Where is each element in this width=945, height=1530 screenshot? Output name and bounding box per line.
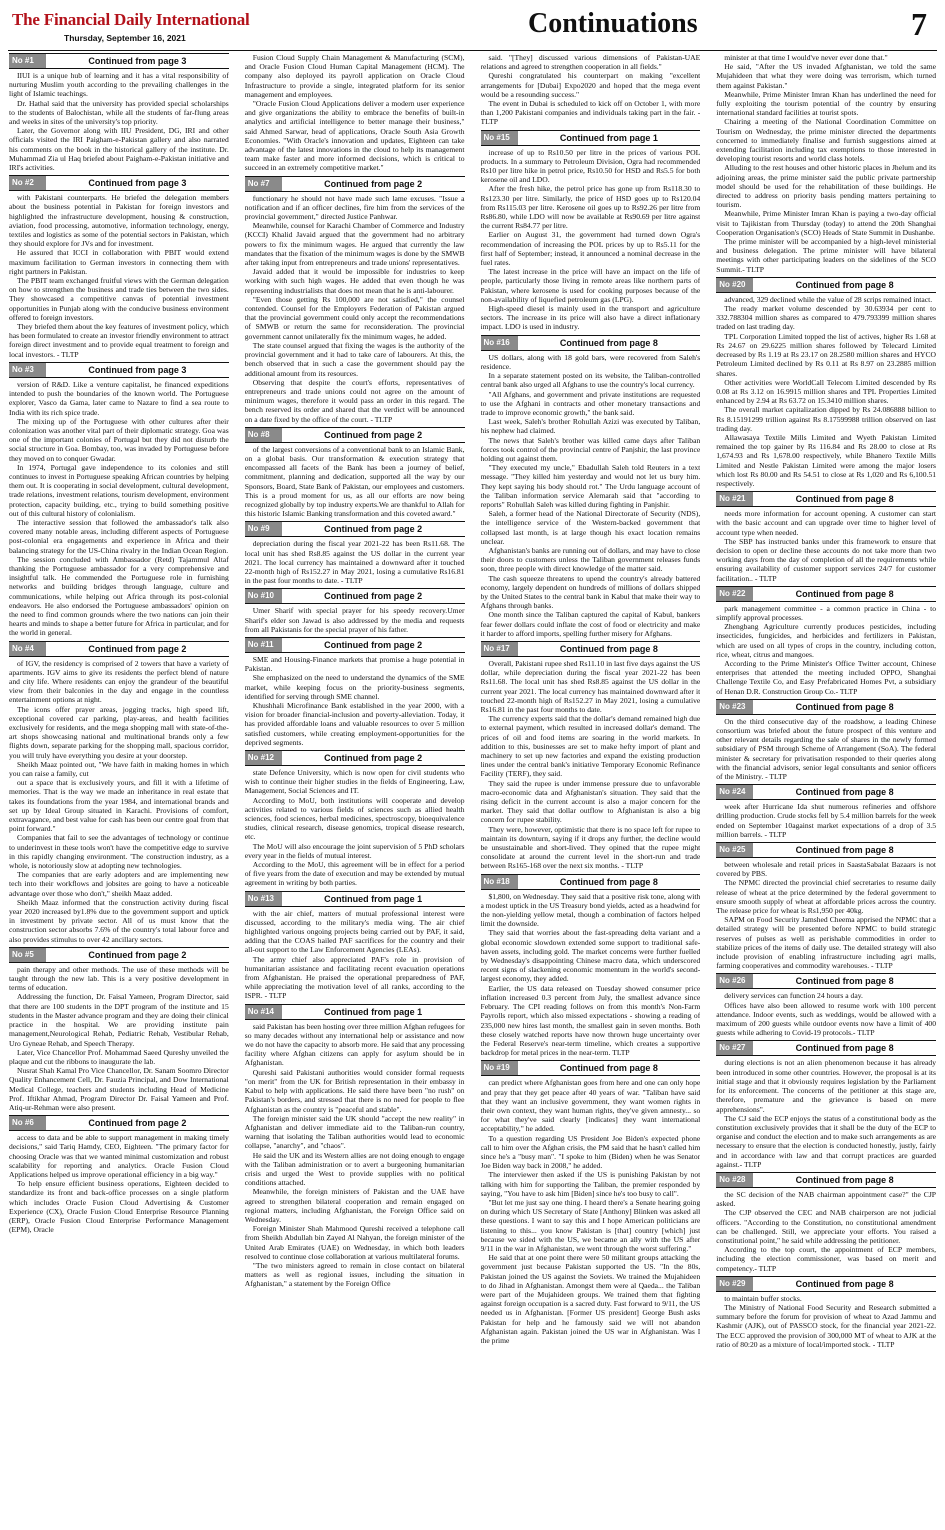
story-body xyxy=(716,509,936,583)
paragraph: minister at that time I would've never ever done that." xyxy=(724,53,888,62)
paragraph: Afghanistan's banks are running out of dollars, and may have to close their doors to customers unless the Taliban government releases funds soon, three people with direct knowledge of the matter said. xyxy=(480,545,701,574)
masthead xyxy=(8,6,937,50)
story-header xyxy=(9,362,229,378)
story-number: No #18 xyxy=(481,875,518,889)
story-body xyxy=(245,194,465,424)
paragraph: She emphasized on the need to understand the dynamics of the SME market, while keeping focus on the priority-business segments, identified for serving through SME channel. xyxy=(244,673,465,701)
story xyxy=(9,1115,229,1234)
story xyxy=(245,891,465,1001)
continued-from-label: Continued from page 8 xyxy=(795,976,894,987)
story xyxy=(481,335,701,638)
continued-from-label: Continued from page 8 xyxy=(795,845,894,856)
story-number: No #28 xyxy=(716,1173,753,1187)
story-body xyxy=(716,1058,936,1168)
story-header xyxy=(716,784,936,800)
paragraph: park management committee - a common practice in China - to simplify approval processes. xyxy=(716,603,936,622)
story xyxy=(481,1060,701,1345)
paragraph: of IGV, the residency is comprised of 2 towers that have a variety of apartments. IGV aims to give its residents the perfect blend of nature and city life. Where residents can enjoy the grandeur of the beautiful view from their balconies in the day and engage in the countless entertainment options at night. xyxy=(9,658,229,705)
paragraph: Offices have also been allowed to resume work with 100 percent attendance. Indoor events, such as weddings, would be allowed with a maximum of 200 guests while outdoor events now have a limit of 400 guests while adhering to Covid-19 protocols.- TLTP xyxy=(716,1000,936,1038)
paragraph: Saleh, a former head of the National Directorate of Security (NDS), the intelligence service of the Western-backed government that collapsed last month, is at large though his exact location remains unclear. xyxy=(480,509,701,546)
story-body xyxy=(716,1190,936,1273)
paragraph: Allawasaya Textile Mills Limited and Wyeth Pakistan Limited remained the top gainer by Rs 116.84 and Rs 28.00 to close at Rs 1,674.93 and Rs 1,678.00 respectively, while Bhanero Textile Mills Limited and Nestle Pakistan Limited were among the major losers which lost Rs 80.00 and Rs 54.51 to close at Rs 1,020 and Rs 6,100.51 respectively. xyxy=(716,432,936,488)
paragraph: He said the UK and its Western allies are not doing enough to engage with the Taliban administration or to avert a burgeoning humanitarian crisis and urged the West to provide supplies with no political conditions attached. xyxy=(244,1150,465,1188)
paragraph: advanced, 329 declined while the value of 28 scrips remained intact. xyxy=(724,294,933,304)
column-1 xyxy=(9,53,229,1523)
paragraph: Companies that fail to see the advantages of technology or continue to underinvest in these tools won't have the competitive edge to survive in this rapidly changing environment. 'The construction industry, as a whole, is notoriously slow at adopting new technologies. xyxy=(9,833,229,871)
paragraph: "Oracle Fusion Cloud Applications deliver a modern user experience and give organizations the ability to embrace the benefits of built-in analytics and artificial intelligence to better manage their business," said Ahmed Sarwar, head of applications, Oracle South Asia Growth Economies. "With Oracle's innovation and updates, Eighteen can take advantage of the latest innovations in the cloud to help its management team make faster and more informed decisions, which is critical to succeed in an extremely competitive market." xyxy=(244,99,465,173)
story-body xyxy=(716,1294,936,1349)
paragraph: "The two ministers agreed to remain in close contact on bilateral matters as well as regional issues, including the situation in Afghanistan," a statement by the Foreign Office xyxy=(244,1260,465,1289)
story-header xyxy=(716,842,936,858)
story-header xyxy=(245,637,465,653)
paragraph: Qureshi congratulated his counterpart on making "excellent arrangements for [Dubai] Expo2020 and hoped that the mega event would be a resounding success." xyxy=(480,71,701,99)
story-header xyxy=(9,53,229,69)
paragraph: The currency experts said that the dollar's demand remained high due to external payment, which resulted in increased dollar's demand. The prices of oil and food items are soaring in the world markets. In addition to this, businesses are set to make hefty import of plant and machinery to set up new factories and expand the existing production lines under the central bank's initiative Temporary Economic Refinance Facility (TERF), they said. xyxy=(480,714,701,779)
story xyxy=(9,641,229,944)
story-body xyxy=(716,802,936,839)
paragraph: The CJ said the ECP enjoys the status of a constitutional body as the constitution exclusively provides that it shall be the duty of the ECP to organise and conduct the election and to make such arrangements as are necessary to ensure that the election is conducted honestly, justly, fairly and in accordance with law and that corrupt practices are guarded against.- TLTP xyxy=(716,1113,936,1169)
story-number: No #15 xyxy=(481,131,518,145)
story xyxy=(245,53,465,173)
paragraph: IIUI is a unique hub of learning and it has a vital responsibility of nurturing Muslim youth according to the prevailing challenges in the light of Islamic teachings. xyxy=(9,71,229,99)
story-header xyxy=(481,874,701,890)
paragraph: On the third consecutive day of the roadshow, a leading Chinese consortium was briefed about the future prospect of this venture and other relevant details regarding the sale of shares in the newly formed subsidiary of PSM through Scheme of Arrangement (SoA). The federal minister & secretary for privatisation responded to their queries along with the financial advisors, senior legal consultants and senior officers of the Ministry. - TLTP xyxy=(716,716,936,782)
story-header xyxy=(716,699,936,715)
continued-from-label: Continued from page 2 xyxy=(324,639,423,650)
story xyxy=(716,277,936,488)
continued-from-label: Continued from page 3 xyxy=(88,56,187,66)
story-body xyxy=(481,53,701,127)
paragraph: The companies that are early adopters and are implementing new tech into their workflows and jobsites are going to have a noticeable advantage over those who don't," sheikh Maaz added. xyxy=(9,870,229,898)
paragraph: To a question regarding US President Joe Biden's expected phone call to him over the Afghan crisis, the PM said that he hasn't called him since he's a "busy man". "I spoke to him (Biden) when he was Senator Joe Biden way back in 2008," he added. xyxy=(480,1133,701,1171)
story-header xyxy=(9,1115,229,1131)
continued-from-label: Continued from page 8 xyxy=(559,1063,658,1074)
paragraph: to maintain buffer stocks. xyxy=(724,1293,802,1303)
paragraph: Later, Vice Chancellor Prof. Mohammad Saeed Qureshy unveiled the plaque and cut the ribbons to inaugurate the lab. xyxy=(9,1047,229,1066)
paragraph: Umer Sharif with special prayer for his speedy recovery.Umer Sharif's elder son Jawad is also addressed by the media and requests from all Pakistanis for the special prayer of his father. xyxy=(244,606,465,634)
paragraph: The foreign minister said the UK should "accept the new reality" in Afghanistan and deliver immediate aid to the Taliban-run country, warning that isolating the Taliban authorities would lead to economic collapse, "anarchy", and "chaos". xyxy=(244,1113,465,1151)
story-body xyxy=(9,380,229,638)
story xyxy=(716,973,936,1037)
continued-from-label: Continued from page 8 xyxy=(795,787,894,798)
story-header xyxy=(481,641,701,657)
paragraph: Last week, Saleh's brother Rohullah Azizi was executed by Taliban, his nephew had claimed. xyxy=(480,417,701,436)
paragraph: can predict where Afghanistan goes from here and one can only hope and pray that they get peace after 40 years of war. "Taliban have said that they want an inclusive government, they want women rights in their own context, they want human rights, they've given amnesty... so for what they've said clearly [indicates] they want international acceptability," he added. xyxy=(480,1078,701,1134)
story-number: No #20 xyxy=(716,278,753,292)
story xyxy=(481,641,701,871)
paragraph: said Pakistan has been hosting over three million Afghan refugees for so many decades without any international help or assistance and now we do not have the capacity to absorb more. He said that any processing facility where Afghan citizens can apply for asylum should be in Afghanistan. xyxy=(244,1021,465,1068)
paragraph: SME and Housing-Finance markets that promise a huge potential in Pakistan. xyxy=(244,654,465,674)
paragraph: Other activities were WorldCall Telecom Limited descended by Rs 0.08 at Rs 3.12 on 16.9915 million shares and TPL Properties Limited enhanced by 2.94 at Rs 63.72 on 15.3410 million shares. xyxy=(716,377,936,406)
section-title: Continuations xyxy=(528,8,698,39)
paragraph: The cash squeeze threatens to upend the country's already battered economy, largely dependent on hundreds of millions of dollars shipped by the United States to the central bank in Kabul that make their way to Afghans through banks. xyxy=(480,573,701,611)
story-body xyxy=(481,892,701,1058)
paragraph: US dollars, along with 18 gold bars, were recovered from Saleh's residence. xyxy=(480,352,701,371)
story-body xyxy=(9,71,229,172)
paragraph: during elections is not an alien phenomenon because it has already been introduced in some other countries. However, the proposal is at its initial stage and that it obviously requires legislation by the Parliament for its enforcement. The concerns of the petitioner at this stage are, therefore, premature and the grievance is based on mere apprehensions". xyxy=(716,1058,936,1114)
story-number: No #21 xyxy=(716,492,753,506)
story xyxy=(716,586,936,696)
story-body xyxy=(245,768,465,888)
paragraph: needs more information for account opening. A customer can start with the basic account and can upgrade over time to higher level of account type when needed. xyxy=(716,509,936,537)
story-body xyxy=(9,965,229,1112)
story-body xyxy=(481,1078,701,1345)
continued-from-label: Continued from page 8 xyxy=(795,494,894,505)
paragraph: Khushhali Microfinance Bank established in the year 2000, with a vision for broader financial-inclusion and poverty-alleviation. Today, it has provided affordable loans and valuable resources to over 5 million satisfied customers, while creating employment-opportunities for the deprived segments. xyxy=(244,700,465,747)
story-body xyxy=(9,1133,229,1234)
story-number: No #4 xyxy=(9,642,46,656)
paragraph: The army chief also appreciated PAF's role in provision of humanitarian assistance and facilitating recent evacuation operations from Afghanistan. He praised the operational preparedness of PAF, while appreciating the motivation level of all ranks, according to the ISPR. - TLTP xyxy=(244,954,465,1001)
paragraph: Zhengbang Agriculture currently produces pesticides, including insecticides, fungicides, and herbicides and fertilizers in Pakistan, which are used on all types of crops in the country, including cotton, rice, wheat, citrus and mangoes. xyxy=(716,622,936,659)
header-rule xyxy=(8,50,937,51)
paragraph: Dr. Hathal said that the university has provided special scholarships to the students of Balochistan, while all the students of far-flung areas and weeks in sites of the university's top priority. xyxy=(9,98,229,127)
story-body xyxy=(245,539,465,585)
paragraph: Alluding to the rest houses and other historic places in Jhelum and its adjoining areas, the prime minister said the public private partnership model should be used for the rehabilitation of these buildings. He directed to address on priority basis pending matters pertaining to tourism. xyxy=(716,163,936,210)
continued-from-label: Continued from page 8 xyxy=(795,279,894,290)
story-body xyxy=(481,148,701,332)
paragraph: They said that worries about the fast-spreading delta variant and a global economic slowdown extended some support to traditional safe-haven assets, including gold. The market concerns were further fuelled by Wednesday's disappointing Chinese macro data, which underscored recent signs of slackening economic momentum in the world's second-largest economy, they added. xyxy=(480,928,701,984)
paragraph: "Even those getting Rs 100,000 are not satisfied," the counsel contended. Counsel for the Employers Federation of Pakistan argued that the provincial government could only accept the recommendations of SMWB or return the same for reconsideration. The provincial government cannot unilaterally fix the minimum wages, he added. xyxy=(244,294,465,341)
story-number: No #27 xyxy=(716,1041,753,1055)
paragraph: The prime minister will be accompanied by a high-level ministerial and business delegation. The prime minister will have bilateral meetings with other participating leaders on the sidelines of the SCO Summit.- TLTP xyxy=(716,237,936,274)
story xyxy=(9,175,229,359)
paragraph: In a separate statement posted on its website, the Taliban-controlled central bank also urged all Afghans to use the country's local currency. xyxy=(480,371,701,390)
paragraph: between wholesale and retail prices in SaastaSabalat Bazaars is not covered by PBS. xyxy=(716,860,936,879)
story-header xyxy=(245,750,465,766)
story xyxy=(9,362,229,638)
continued-from-label: Continued from page 8 xyxy=(795,1174,894,1185)
paragraph: The Ministry of National Food Security and Research submitted a summary before the forum for provision of wheat to Azad Jammu and Kashmir (AJK), out of PASSCO stock, for the financial year 2021-22. The ECC approved the provision of 300,000 MT of wheat to AJK at the ratio of 80:20 as a mixture of local/imported stock. - TLTP xyxy=(716,1302,936,1349)
continued-from-label: Continued from page 1 xyxy=(559,132,658,143)
paragraph: He said that at one point there were 50 militant groups attacking the government just because Pakistan supported the US. "In the 80s, Pakistan joined the US against the Soviets. We trained the Mujahideen to do Jihad in Afghanistan. Amongst them were al Qaeda... the Taliban were part of the Mujahideen groups. We trained them that fighting against foreign occupation is a sacred duty. Fast forward to 9/11, the US needed us in Afghanistan. [Former US president] George Bush asks Pakistan for help and he famously said we will not abandon Afghanistan again. Pakistan joined the US war in Afghanistan. Was I the prime xyxy=(480,1253,701,1345)
paragraph: After the fresh hike, the petrol price has gone up from Rs118.30 to Rs123.30 per litre. Similarly, the price of HSD goes up to Rs120.04 from Rs115.03 per litre. Kerosene oil goes up to Rs92.26 per litre from Rs86.80, while LDO will now be available at Rs90.69 per litre against the current Rs84.77 per litre. xyxy=(480,184,701,231)
paragraph: In 1974, Portugal gave independence to its colonies and still continues to invest in Portuguese speaking African countries by helping them out. It is cooperating in social development, cultural development, trade relations, investment relations, tourism development, environment protection, capacity building, etc., trying to build something positive out of this cultural history of colonialism. xyxy=(9,462,229,518)
story xyxy=(245,521,465,585)
story-number: No #29 xyxy=(716,1277,753,1291)
paragraph: with the air chief, matters of mutual professional interest were discussed, according to the military's media wing. The air chief highlighted various ongoing projects being carried out by PAF, it said, adding that the COAS hailed PAF sacrifices for the country and their all-out support to the Law Enforcement Agencies (LEAs). xyxy=(244,908,465,955)
story-number: No #12 xyxy=(245,751,282,765)
paragraph: He said, "After the US invaded Afghanistan, we told the same Mujahideen that what they were doing was terrorism, which turned them against Pakistan." xyxy=(716,62,936,90)
paragraph: increase of up to Rs10.50 per litre in the prices of various POL products. In a summary to Petroleum Division, Ogra had recommended Rs10 per litre hike in petrol price, Rs10.50 for HSD and Rs5.5 for both kerosene oil and LDO. xyxy=(480,147,701,185)
story-number: No #13 xyxy=(245,892,282,906)
paragraph: the SC decision of the NAB chairman appointment case?" the CJP asked. xyxy=(716,1189,936,1209)
paragraph: According to the Prime Minister's Office Twitter account, Chinese enterprises that attended the meeting included OPPO, Shanghai Challenge Textile Co, and Easy Prefabricated Homes Pvt, a subsidiary of Henan D.R. Construction Group Co.- TLTP xyxy=(716,658,936,696)
story-number: No #24 xyxy=(716,785,753,799)
paragraph: The latest increase in the price will have an impact on the life of people, particularly those living in remote areas like northern parts of Pakistan, where kerosene is used for cooking purposes because of the non-availability of liquefied petroleum gas (LPG). xyxy=(480,267,701,304)
story xyxy=(481,53,701,127)
paragraph: One month since the Taliban captured the capital of Kabul, bankers fear fewer dollars could inflate the cost of food or electricity and make it harder to afford imports, spelling further misery for Afghans. xyxy=(480,610,701,638)
paragraph: delivery services can function 24 hours a day. xyxy=(724,991,863,1001)
continued-from-label: Continued from page 2 xyxy=(324,429,423,440)
paragraph: Earlier, the US data released on Tuesday showed consumer price inflation increased 0.3 percent from July, the smallest advance since February. The CPI reading follows on from this month's Non-Farm Payrolls report, which also missed expectations - showing a reading of 235,000 new hires last month, the smallest gain in seven months. Both these closely watched reports have now thrown huge uncertainty over the Federal Reserve's near-term timeline, which creates a supportive backdrop for metal prices in the near-term. TLTP xyxy=(480,983,701,1058)
paragraph: Meanwhile, counsel for Karachi Chamber of Commerce and Industry (KCCI) Khalid Javaid argued that the government had no arbitrary powers to fix the minimum wages. He argued that currently the law mandates that the fixation of the minimum wages is done by the SMWB after taking input from entrepreneurs and trade unions' representatives. xyxy=(244,221,465,268)
story-number: No #26 xyxy=(716,974,753,988)
continued-from-label: Continued from page 8 xyxy=(559,337,658,348)
continued-from-label: Continued from page 3 xyxy=(88,364,187,375)
story-body xyxy=(716,860,936,970)
story-body xyxy=(9,193,229,359)
paragraph: The event in Dubai is scheduled to kick off on October 1, with more than 1,200 Pakistani companies and individuals taking part in the fair. - TLTP xyxy=(480,99,701,127)
continued-from-label: Continued from page 2 xyxy=(324,524,423,535)
story-number: No #10 xyxy=(245,589,282,603)
continued-from-label: Continued from page 2 xyxy=(88,1118,187,1129)
paragraph: The interviewer then asked if the US is punishing Pakistan by not talking with him for supporting the Taliban, the premier responded by saying, "You have to ask him [Biden] since he's too busy to call". xyxy=(480,1170,701,1198)
paragraph: According to the MoU, this agreement will be in effect for a period of five years from the date of execution and may be extended by mutual agreement in writing by both parties. xyxy=(244,860,465,888)
story xyxy=(716,1276,936,1349)
paragraph: Foreign Minister Shah Mahmood Qureshi received a telephone call from Sheikh Abdullah bin Zayed Al Nahyan, the foreign minister of the United Arab Emirates (UAE) on Wednesday, in which both leaders resolved to continue close collaboration at various multilateral forums. xyxy=(244,1224,465,1261)
story-body xyxy=(716,604,936,696)
story-header xyxy=(716,1040,936,1056)
story-number: No #14 xyxy=(245,1005,282,1019)
paragraph: "All Afghans, and government and private institutions are requested to use the Afghani in contracts and other monetary transactions and trade to improve economic growth," the bank said. xyxy=(480,389,701,417)
paragraph: Addressing the function, Dr. Faisal Yameen, Program Director, said that there are 100 students in the DPT program of the institute and 15 students in the Master advance program and they are doing their clinical practice in the hospital. We are providing institute pain management,Neurological Rehab, Pediatric Rehab, Vestibular Rehab, Uro Gyneae Rehab, and Speech Therapy. xyxy=(9,992,229,1048)
story xyxy=(716,699,936,781)
story xyxy=(245,427,465,519)
paragraph: out a space that is exclusively yours, and fill it with a lifetime of memories. That is the way we made an inheritance in real estate that takes its foundations from the year 1984, and international brands and set up by Ideal Group situated in Karachi. Provisions of comfort, extravagance, and best value for cash has been our centre goal from that point forward." xyxy=(9,778,229,834)
story-body xyxy=(716,991,936,1037)
story-number: No #11 xyxy=(245,638,282,652)
continued-from-label: Continued from page 2 xyxy=(324,178,423,189)
paragraph: said. "[They] discussed various dimensions of Pakistan-UAE relations and agreed to strengthen cooperation in all fields." xyxy=(480,53,701,72)
story-number: No #9 xyxy=(245,522,282,536)
paragraph: To help ensure efficient business operations, Eighteen decided to standardize its front and back-office processes on a single platform which includes Oracle Fusion Cloud Advertising & Customer Experience (CX), Oracle Fusion Cloud Enterprise Resource Planning (ERP), Oracle Fusion Cloud Enterprise Performance Management (EPM), Oracle xyxy=(9,1179,229,1235)
story-header xyxy=(245,176,465,192)
story-body xyxy=(9,659,229,944)
story-header xyxy=(716,586,936,602)
story xyxy=(9,53,229,172)
story-body xyxy=(716,295,936,488)
paragraph: According to the top court, the appointment of ECP members, including the election commissioner, was based on merit and competency.- TLTP xyxy=(716,1245,936,1273)
paragraph: TPL Corporation Limited topped the list of actives, higher Rs 1.68 at Rs 24.67 on 29.6225 million shares followed by Telecard Limited decreased by Rs 1.19 at Rs 23.17 on 28.2580 million shares and HYCO Petroleum Limited declined by Rs 0.11 at Rs 8.97 on 23.2885 million shares. xyxy=(716,331,936,378)
story xyxy=(716,842,936,970)
story-number: No #16 xyxy=(481,336,518,350)
issue-date: Thursday, September 16, 2021 xyxy=(64,33,186,43)
story-header xyxy=(9,947,229,963)
paragraph: The session concluded with Ambassador (Retd) Tajammul Altaf thanking the Portuguese ambassador for a very comprehensive and insightful talk. He commended the Portuguese role in furnishing networks and building bridges through language, culture and communications, while helping out Africa through its post-colonial endeavors. He also endorsed the Portuguese ambassadors' opinion on the need to find common grounds where the two nations can join their hearts and minds to shape a better future for Africa in particular, and for the world in general. xyxy=(9,554,229,638)
paragraph: The NPMC directed the provincial chief secretaries to resume daily release of wheat at the price determined by the federal government to ensure smooth supply of wheat at affordable prices across the country. The release price for wheat is Rs1,950 per 40kg. xyxy=(716,878,936,916)
paragraph: Qureshi said Pakistani authorities would consider formal requests "on merit" from the UK for British representation in their embassy in Kabul to help with applications. He said there have been "no rush" on Pakistan's borders, and stressed that there is no need for people to flee Afghanistan as the country is "peaceful and stable". xyxy=(244,1067,465,1114)
paragraph: Observing that despite the court's efforts, representatives of entrepreneurs and trade unions could not agree on the amount of minimum wages, therefore it would pass an order in this regard. The bench reserved its order and shared that the verdict will be announced on a date fixed by the office of the court. - TLTP xyxy=(244,377,465,424)
paragraph: According to MoU, both institutions will cooperate and develop activities related to various fields of sciences such as allied health sciences, food sciences, herbal medicines, spectroscopy, bioequivalence studies, clinical research, disease genomics, tropical disease research, etc. xyxy=(244,795,465,842)
continued-from-label: Continued from page 1 xyxy=(324,1006,423,1017)
continued-from-label: Continued from page 8 xyxy=(795,1043,894,1054)
paragraph: Chairing a meeting of the National Coordination Committee on Tourism on Wednesday, the prime minister directed the departments concerned to immediately finalise and furnish suggestions aimed at extending facilitation including tax exemptions to those interested in developing tourist resorts and world class hotels. xyxy=(716,117,936,164)
continued-from-label: Continued from page 2 xyxy=(88,643,187,654)
paragraph: "They executed my uncle," Ebadullah Saleh told Reuters in a text message. "They killed him yesterday and would not let us bury him. They kept saying his body should rot." The Urdu language account of the Taliban information service Alemarah said that "according to reports" Rohullah Saleh was killed during fighting in Panjshir. xyxy=(480,463,701,509)
story xyxy=(716,1172,936,1273)
paragraph: The overall market capitalization dipped by Rs 24.086888 billion to Rs 8.15191299 trillion against Rs 8.17599988 trillion observed on last trading day. xyxy=(716,405,936,433)
continued-from-label: Continued from page 8 xyxy=(559,643,658,654)
story xyxy=(245,750,465,888)
story-body xyxy=(716,717,936,781)
paragraph: Overall, Pakistani rupee shed Rs11.10 in last five days against the US dollar, while depreciation during the fiscal year 2021-22 has been Rs11.68. The local unit has shed Rs8.85 against the US dollar in the current year 2021. The local currency has maintained downward after it touched 22-month high of Rs152.27 in May 2021, losing a cumulative Rs16.81 in the past four months to date. xyxy=(480,658,701,714)
paragraph: Meanwhile, the foreign ministers of Pakistan and the UAE have agreed to strengthen bilateral cooperation and remain engaged on regional matters, including Afghanistan, the Foreign Office said on Wednesday. xyxy=(244,1187,465,1224)
paragraph: "But let me just say one thing. I heard there's a Senate hearing going on during which US Secretary of State [Anthony] Blinken was asked all these questions. I want to say this and I hope American politicians are listening to this... you know Pakistan is [that] country [which] just because we sided with the US, we became an ally with the US after 9/11 in the war in Afghanistan, we went through the worst suffering." xyxy=(480,1197,701,1253)
paragraph: week after Hurricane Ida shut numerous refineries and offshore drilling production. Crude stocks fell by 5.4 million barrels for the week ended on September 10against market expectations of a drop of 3.5 million barrels. - TLTP xyxy=(716,802,936,839)
column-3 xyxy=(481,53,701,1523)
paragraph: functionary he should not have made such lame excuses. "Issue a notification and if an officer declines, fire him from the services of the provincial government," directed Justice Panhwar. xyxy=(244,193,465,222)
paragraph: The ready market volume descended by 30.63934 per cent to 332.788304 million shares as compared to 479.793399 million shares traded on last trading day. xyxy=(716,304,936,332)
paragraph: The news that Saleh's brother was killed came days after Taliban forces took control of the provincial centre of Panjshir, the last province holding out against them. xyxy=(480,435,701,463)
story-header xyxy=(9,641,229,657)
paragraph: $1,800, on Wednesday. They said that a positive risk tone, along with a modest uptick in the US Treasury bond yields, acted as a headwind for the non-yielding yellow metal, though a combination of factors helped limit the downside. xyxy=(480,891,701,929)
column-4 xyxy=(716,53,936,1523)
paragraph: They briefed them about the key features of investment policy, which has been formulated to create an investor friendly environment to attract foreign direct investment and to provide equal treatment to foreign and local investors. - TLTP xyxy=(9,322,229,359)
story-body xyxy=(245,53,465,173)
paragraph: access to data and be able to support management in making timely decisions," said Tariq Hamdy, CEO, Eighteen. "The primary factor for choosing Oracle was that we wanted minimal customization and robust scalability for reporting and analytics. Oracle Fusion Cloud Applications helped us improve operational efficiency in a big way." xyxy=(9,1133,229,1179)
story-number: No #7 xyxy=(245,177,282,191)
paragraph: The PBIT team exchanged fruitful views with the German delegation on how to strengthen the business and trade ties between the two sides. They showcased a competitive canvas of potential investment opportunities in Punjab along with the conducive business environment offered to foreign investors. xyxy=(9,276,229,322)
story-body xyxy=(245,606,465,634)
story-header xyxy=(481,335,701,351)
paragraph: The interactive session that followed the ambassador's talk also covered many notable areas, including different aspects of Portuguese post-colonial era engagements and experience in Africa and their balancing strategy for the US-China rivalry in the Indian Ocean Region. xyxy=(9,517,229,555)
story-number: No #6 xyxy=(9,1116,46,1130)
paragraph: Sheikh Maaz informed that the construction activity during fiscal year 2020 increased by1.8% due to the government support and uptick in investment by private sector. All of us must know that the construction sector absorbs 7.6% of the country's total labour force and also provides stimulus to over 42 ancillary sectors. xyxy=(9,897,229,944)
continued-from-label: Continued from page 2 xyxy=(88,949,187,960)
continued-from-label: Continued from page 8 xyxy=(795,588,894,599)
story-header xyxy=(245,521,465,537)
story-header xyxy=(9,175,229,191)
story-body xyxy=(716,53,936,274)
page-number: 7 xyxy=(911,6,927,42)
story xyxy=(245,637,465,747)
paragraph: Fusion Cloud Supply Chain Management & Manufacturing (SCM), and Oracle Fusion Cloud Human Capital Management (HCM). The company also deployed its payroll application on Oracle Cloud Infrastructure to provide a single, integrated platform for its senior management and employees. xyxy=(244,53,465,99)
story-body xyxy=(481,353,701,638)
story-number: No #8 xyxy=(245,428,282,442)
continued-from-label: Continued from page 2 xyxy=(324,753,423,763)
paragraph: Meanwhile, Prime Minister Imran Khan is paying a two-day official visit to Tajikistan from Thursday (today) to attend the 20th Shanghai Cooperation Organisation's (SCO) Heads of State Summit in Dushanbe. xyxy=(716,209,936,237)
story-body xyxy=(245,909,465,1001)
story-number: No #5 xyxy=(9,948,46,962)
story-number: No #2 xyxy=(9,176,46,190)
story xyxy=(481,874,701,1058)
paper-name: The Financial Daily International xyxy=(12,10,250,29)
paragraph: Nusrat Shah Kamal Pro Vice Chancellor, Dr. Sanam Soomro Director Quality Enhancement Cell, Dr. Fauzia Principal, and Dow International Medical College, teachers and students including Head of Medicine Prof. Iftikhar Ahmad, Program Director Dr. Faisal Yameen and Prof. Atiq-ur-Rehman were also present. xyxy=(9,1066,229,1112)
story-header xyxy=(716,277,936,293)
continued-from-label: Continued from page 1 xyxy=(324,893,423,904)
story-number: No #1 xyxy=(9,54,46,68)
paragraph: Sheikh Maaz pointed out, "We have faith in making homes in which you can raise a family, cut xyxy=(9,759,229,779)
story-header xyxy=(481,1060,701,1076)
paragraph: of the largest conversions of a conventional bank to an Islamic Bank, on a global basis. Our transformation & execution strategy that encompassed all facets of the Bank has been a journey of belief, commitment, planning and dedication, supported all the way by our Sponsors, Board, State Bank of Pakistan, our employees and customers. This is a proud moment for us, as all our efforts are now being recognized globally by top industry experts.We are thankful to Allah for this historic Islamic Banking transformation and this coveted award." xyxy=(244,444,465,519)
paragraph: The SBP has instructed banks under this framework to ensure that decision to open or decline these accounts do not take more than two working days from the day of completion of all the requirements while ensuring availability of customer support services 24/7 for customer facilitation.. - TLTP xyxy=(716,536,936,583)
continued-from-label: Continued from page 2 xyxy=(324,591,423,602)
story-number: No #25 xyxy=(716,843,753,857)
story-header xyxy=(481,130,701,146)
paragraph: The state counsel argued that fixing the wages is the authority of the provincial government and it had to take care of labourers. At this, the bench observed that in such a case the government should pay the additional amount from its resources. xyxy=(244,340,465,378)
paragraph: The icons offer prayer areas, jogging tracks, high speed lift, exceptional covered car parking, play-areas, and health facilities exclusively for residents, and the mega shopping mall with state-of-the-art shops showcasing national and multinational brands only a few flights down, separate parking for the shopping mall, spacious corridor, you will truly have everything you desire at your doorstep. xyxy=(9,704,229,760)
paragraph: Javaid added that it would be impossible for industries to keep working with such high wages. He added that even though he was representing industrialists that does not mean that he is anti-labourer. xyxy=(244,267,465,295)
story-header xyxy=(245,1004,465,1020)
story-number: No #23 xyxy=(716,700,753,714)
story-header xyxy=(716,1276,936,1292)
paragraph: They were, however, optimistic that there is no space left for rupee to maintain its downturn, saying if it drops any further, the decline would be unsustainable and short-lived. They opined that the rupee might consolidate at around the current level in the short-run and trade between Rs165-168 over the next six months. - TLTP xyxy=(480,824,701,871)
story-number: No #22 xyxy=(716,587,753,601)
paragraph: The MoU will also encourage the joint supervision of 5 PhD scholars every year in the fields of mutual interest. xyxy=(244,841,465,860)
paragraph: version of R&D. Like a venture capitalist, he financed expeditions intended to push the boundaries of the known world. The Portuguese explorer, Vasco da Gama, later came to Nazare to find a sea route to India with its rich spice trade. xyxy=(9,379,229,417)
paragraph: depreciation during the fiscal year 2021-22 has been Rs11.68. The local unit has shed Rs8.85 against the US dollar in the current year 2021. The local currency has maintained a downward after it touched 22-month high of Rs152.27 in May 2021, losing a cumulative Rs16.81 in the past four months to date. - TLTP xyxy=(244,539,465,586)
paragraph: state Defence University, which is now open for civil students who wish to continue their higher studies in the fields of Engineering, Law, Management, Social Sciences and IT. xyxy=(244,768,465,796)
story xyxy=(245,1004,465,1289)
story-number: No #17 xyxy=(481,642,518,656)
article-columns xyxy=(9,53,936,1523)
paragraph: High-speed diesel is mainly used in the transport and agriculture sectors. The increase in its price will also have a direct inflationary impact. LDO is used in industry. xyxy=(480,304,701,332)
story-header xyxy=(245,427,465,443)
continued-from-label: Continued from page 8 xyxy=(559,876,658,887)
paragraph: pain therapy and other methods. The use of these methods will be taught through the new lab. This is a very positive development in terms of education. xyxy=(9,964,229,993)
paragraph: The mixing up of the Portuguese with other cultures after their colonization was another vital part of their diplomatic strategy. Goa was one of the important colonies of Portugal but they did not disturb the social structure in Goa. Bombay, too, was invaded by Portuguese before they moved on to conquer Gwadar. xyxy=(9,416,229,463)
story xyxy=(245,588,465,634)
story-body xyxy=(245,1022,465,1289)
continued-from-label: Continued from page 8 xyxy=(795,1278,894,1289)
story-number: No #3 xyxy=(9,363,46,377)
paragraph: The CJP observed the CEC and NAB chairperson are not judicial officers. "According to the Constitution, no constitutional amendment can be challenged. Still, we appreciate your efforts. You raised a constitutional point," he said while addressing the petitioner. xyxy=(716,1208,936,1245)
story xyxy=(716,53,936,274)
story-header xyxy=(716,491,936,507)
paragraph: They said the rupee is under immense pressure due to unfavorable macro-economic data and Afghanistan's situation. They said that the rising deficit in the current account is also a major concern for the market. They said that dollar outflow to Afghanistan is also a big concern for rupee stability. xyxy=(480,778,701,825)
paragraph: Later, the Governor along with IIU President, DG, IRI and other officials visited the IRI Paigham-e-Pakistan gallery and also narrated his comments on the book in the historical gallery of the institute. Dr. Muhammad Zia ul Haq briefed about Paigham-e-Pakistan initiative and IRI's activities. xyxy=(9,126,229,173)
story-header xyxy=(716,1172,936,1188)
paragraph: SAPM on Food Security Jamshed Cheema apprised the NPMC that a detailed strategy will be presented before NPMC to build strategic reserves of pulses as well as perishable commodities in order to stabilize prices of the items of daily use. The detailed strategy will also include provision of enabling infrastructure including agri malls, farming cooperatives and commodity warehouses. - TLTP xyxy=(716,915,936,971)
story-body xyxy=(245,445,465,519)
story xyxy=(245,176,465,424)
story-number: No #19 xyxy=(481,1061,518,1075)
story xyxy=(716,491,936,583)
paragraph: with Pakistani counterparts. He briefed the delegation members about the business potential in Pakistan for foreign investors and highlighted the infrastructure development, housing & construction, aviation, food processing, automotive, information technology, energy, textiles and logistics as some of the potential sectors in Pakistan, which they should explore for JVs and for investment. xyxy=(9,193,229,249)
story-header xyxy=(716,973,936,989)
paragraph: He assured that ICCI in collaboration with PBIT would extend maximum facilitation to German investors in connecting them with right partners in Pakistan. xyxy=(9,248,229,276)
column-2 xyxy=(245,53,465,1523)
story-body xyxy=(245,655,465,747)
story xyxy=(481,130,701,332)
paragraph: Meanwhile, Prime Minister Imran Khan has underlined the need for fully exploiting the tourism potential of the country by ensuring international standard facilities at tourist spots. xyxy=(716,89,936,118)
continued-from-label: Continued from page 3 xyxy=(88,178,187,189)
paragraph: Earlier on August 31, the government had turned down Ogra's recommendation of increasing the POL prices by up to Rs5.11 for the first half of September; instead, it announced a nominal decrease in the fuel rates. xyxy=(480,230,701,268)
story-body xyxy=(481,659,701,871)
story-header xyxy=(245,588,465,604)
continued-from-label: Continued from page 8 xyxy=(795,701,894,712)
story-header xyxy=(245,891,465,907)
story xyxy=(716,1040,936,1168)
story xyxy=(716,784,936,839)
story xyxy=(9,947,229,1112)
